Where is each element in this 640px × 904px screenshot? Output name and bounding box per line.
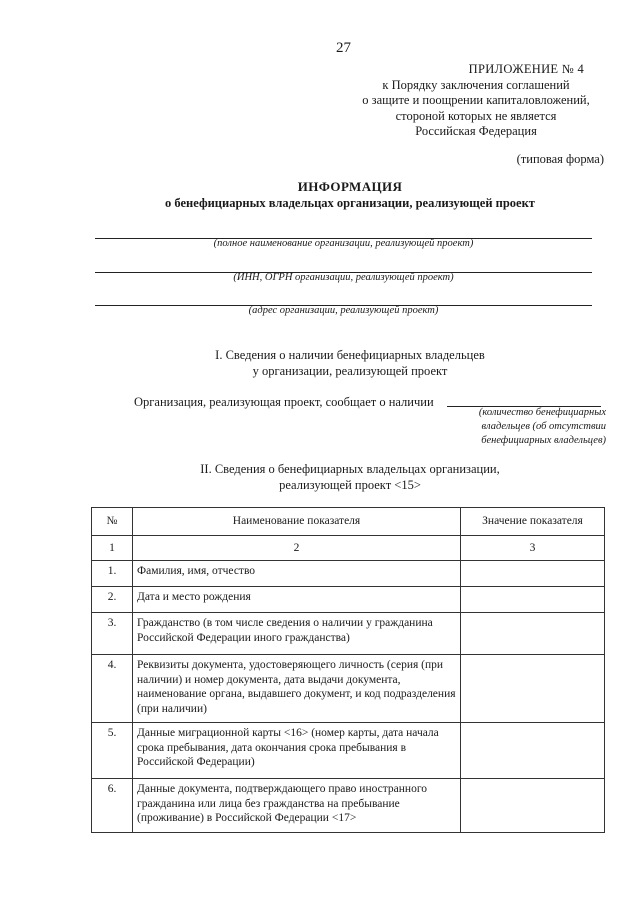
org-inn-caption: (ИНН, ОГРН организации, реализующей проект) [233, 272, 454, 283]
section-1-heading [0, 347, 640, 379]
section-2-line: реализующей проект <15> [279, 478, 421, 492]
row-value-cell[interactable] [461, 723, 605, 779]
appendix-line: Российская Федерация [415, 124, 537, 138]
index-cell: 1 [92, 536, 133, 561]
org-name-caption: (полное наименование организации, реализующей проект) [213, 238, 474, 249]
page-number: 27 [336, 40, 351, 56]
header-cell-indicator: Наименование показателя [133, 508, 461, 536]
table-row [92, 723, 605, 779]
row-value-cell[interactable] [461, 587, 605, 613]
index-cell: 2 [133, 536, 461, 561]
table-row [92, 655, 605, 723]
form-type-label: (типовая форма) [516, 152, 604, 166]
row-value-cell[interactable] [461, 613, 605, 655]
table-header-row [92, 508, 605, 536]
row-indicator: Дата и место рождения [133, 587, 461, 613]
document-subtitle: о бенефициарных владельцах организации, реализующей проект [165, 196, 535, 210]
header-cell-number: № [92, 508, 133, 536]
appendix-block [346, 62, 606, 140]
row-number: 2. [92, 587, 133, 613]
header-cell-value: Значение показателя [461, 508, 605, 536]
org-address-caption: (адрес организации, реализующей проект) [248, 305, 439, 316]
caption-line: владельцев (об отсутствии [481, 421, 606, 432]
row-number: 6. [92, 779, 133, 833]
section-1-line: у организации, реализующей проект [252, 364, 448, 378]
appendix-heading: ПРИЛОЖЕНИЕ № 4 [468, 62, 584, 76]
row-number: 4. [92, 655, 133, 723]
row-value-cell[interactable] [461, 561, 605, 587]
document-title: ИНФОРМАЦИЯ [297, 179, 403, 194]
row-number: 5. [92, 723, 133, 779]
table-row [92, 587, 605, 613]
beneficiary-count-caption [446, 406, 606, 448]
row-indicator: Гражданство (в том числе сведения о наличии у гражданина Российской Федерации иного гражданства) [133, 613, 461, 655]
table-row [92, 561, 605, 587]
appendix-line: стороной которых не является [395, 108, 557, 123]
row-number: 1. [92, 561, 133, 587]
beneficiary-info-table [91, 507, 605, 833]
row-indicator: Данные документа, подтверждающего право иностранного гражданина или лица без гражданства на пребывание (проживание) в Российской Федерации <17> [133, 779, 461, 833]
appendix-line: о защите и поощрении капиталовложений, [362, 93, 590, 107]
row-indicator: Данные миграционной карты <16> (номер карты, дата начала срока пребывания, дата окончания срока пребывания в Российской Федерации) [133, 723, 461, 779]
row-number: 3. [92, 613, 133, 655]
row-indicator: Фамилия, имя, отчество [133, 561, 461, 587]
section-2-line: II. Сведения о бенефициарных владельцах организации, [200, 462, 500, 476]
caption-line: бенефициарных владельцев) [481, 435, 606, 446]
section-2-heading [0, 461, 640, 493]
caption-line: (количество бенефициарных [478, 407, 606, 418]
appendix-line: к Порядку заключения соглашений [382, 77, 570, 92]
reports-text: Организация, реализующая проект, сообщает о наличии [134, 395, 434, 409]
index-cell: 3 [461, 536, 605, 561]
table-row [92, 779, 605, 833]
table-row [92, 613, 605, 655]
row-value-cell[interactable] [461, 655, 605, 723]
row-indicator: Реквизиты документа, удостоверяющего личность (серия (при наличии) и номер документа, дата выдачи документа, наименование органа, выдавшего документ, и код подразделения (при наличии) [133, 655, 461, 723]
section-1-line: I. Сведения о наличии бенефициарных владельцев [215, 348, 485, 362]
table-index-row [92, 536, 605, 561]
row-value-cell[interactable] [461, 779, 605, 833]
